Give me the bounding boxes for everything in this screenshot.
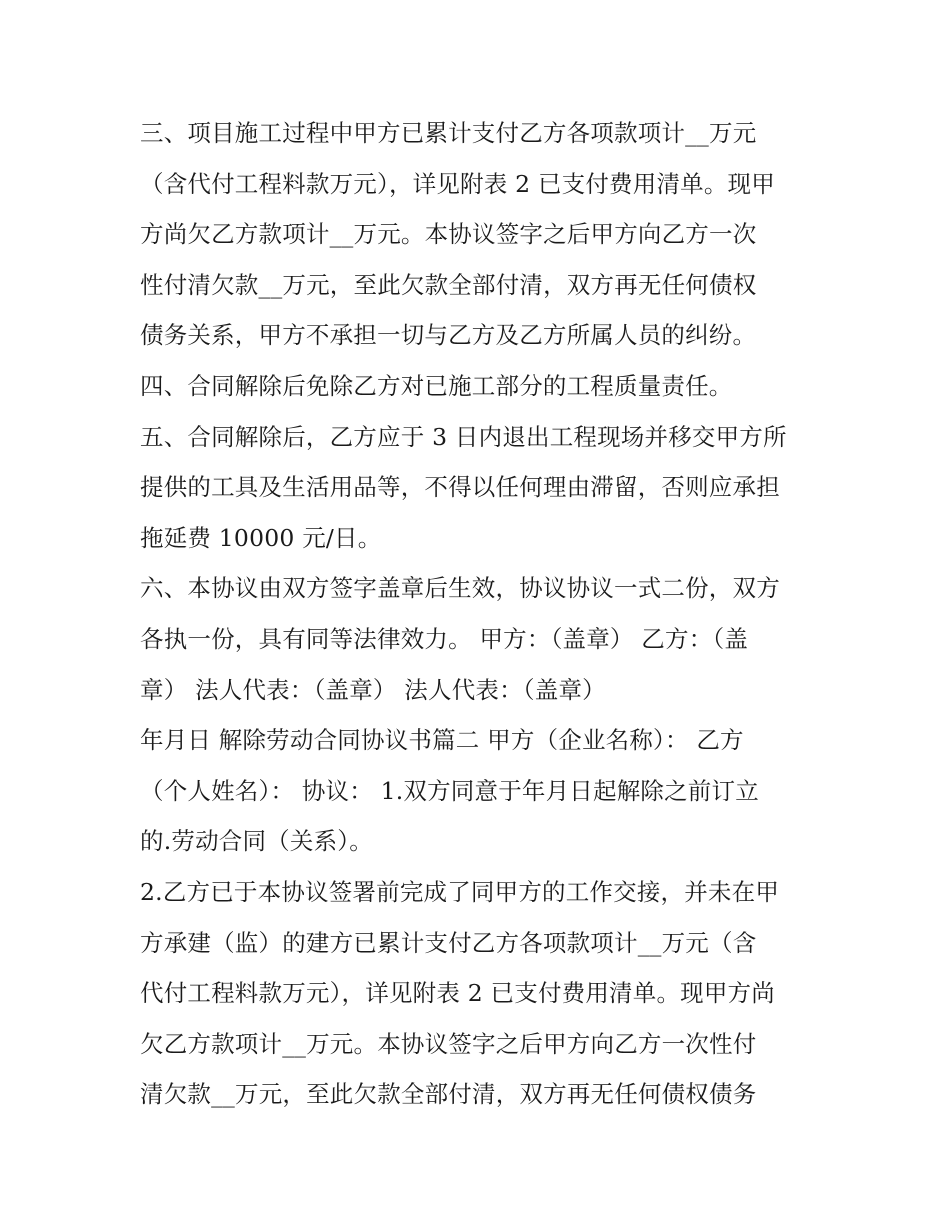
text-line: 章） 法人代表：（盖章） 法人代表：（盖章） [140, 675, 606, 704]
text-line: 性付清欠款__万元，至此欠款全部付清，双方再无任何债权 [140, 270, 757, 299]
text-line: 方尚欠乙方款项计__万元。本协议签字之后甲方向乙方一次 [140, 220, 757, 249]
text-line: 五、合同解除后，乙方应于 3 日内退出工程现场并移交甲方所 [140, 422, 787, 451]
text-line: 方承建（监）的建方已累计支付乙方各项款项计__万元（含 [140, 928, 757, 957]
text-line: 欠乙方款项计__万元。本协议签字之后甲方向乙方一次性付 [140, 1029, 757, 1058]
text-line: 三、项目施工过程中甲方已累计支付乙方各项款项计__万元 [140, 119, 757, 147]
text-line: 2.乙方已于本协议签署前完成了同甲方的工作交接，并未在甲 [140, 877, 780, 906]
text-line: 六、本协议由双方签字盖章后生效，协议协议一式二份，双方 [140, 574, 780, 603]
text-line: 各执一份，具有同等法律效力。 甲方：（盖章） 乙方：（盖 [140, 624, 749, 653]
text-line: （含代付工程料款万元），详见附表 2 已支付费用清单。现甲 [140, 169, 775, 198]
text-line: 清欠款__万元，至此欠款全部付清，双方再无任何债权债务 [140, 1080, 757, 1109]
text-line: 债务关系，甲方不承担一切与乙方及乙方所属人员的纠纷。 [140, 321, 757, 350]
text-line: 年月日 解除劳动合同协议书篇二 甲方（企业名称）： 乙方 [140, 726, 744, 755]
text-line: （个人姓名）： 协议： 1.双方同意于年月日起解除之前订立 [140, 776, 759, 805]
text-line: 四、合同解除后免除乙方对已施工部分的工程质量责任。 [140, 371, 733, 400]
text-line: 代付工程料款万元），详见附表 2 已支付费用清单。现甲方尚 [140, 979, 775, 1008]
text-line: 的.劳动合同（关系）。 [140, 827, 373, 856]
document-body [140, 108, 815, 1120]
text-line: 拖延费 10000 元/日。 [140, 523, 382, 552]
text-line: 提供的工具及生活用品等，不得以任何理由滞留，否则应承担 [140, 473, 780, 502]
